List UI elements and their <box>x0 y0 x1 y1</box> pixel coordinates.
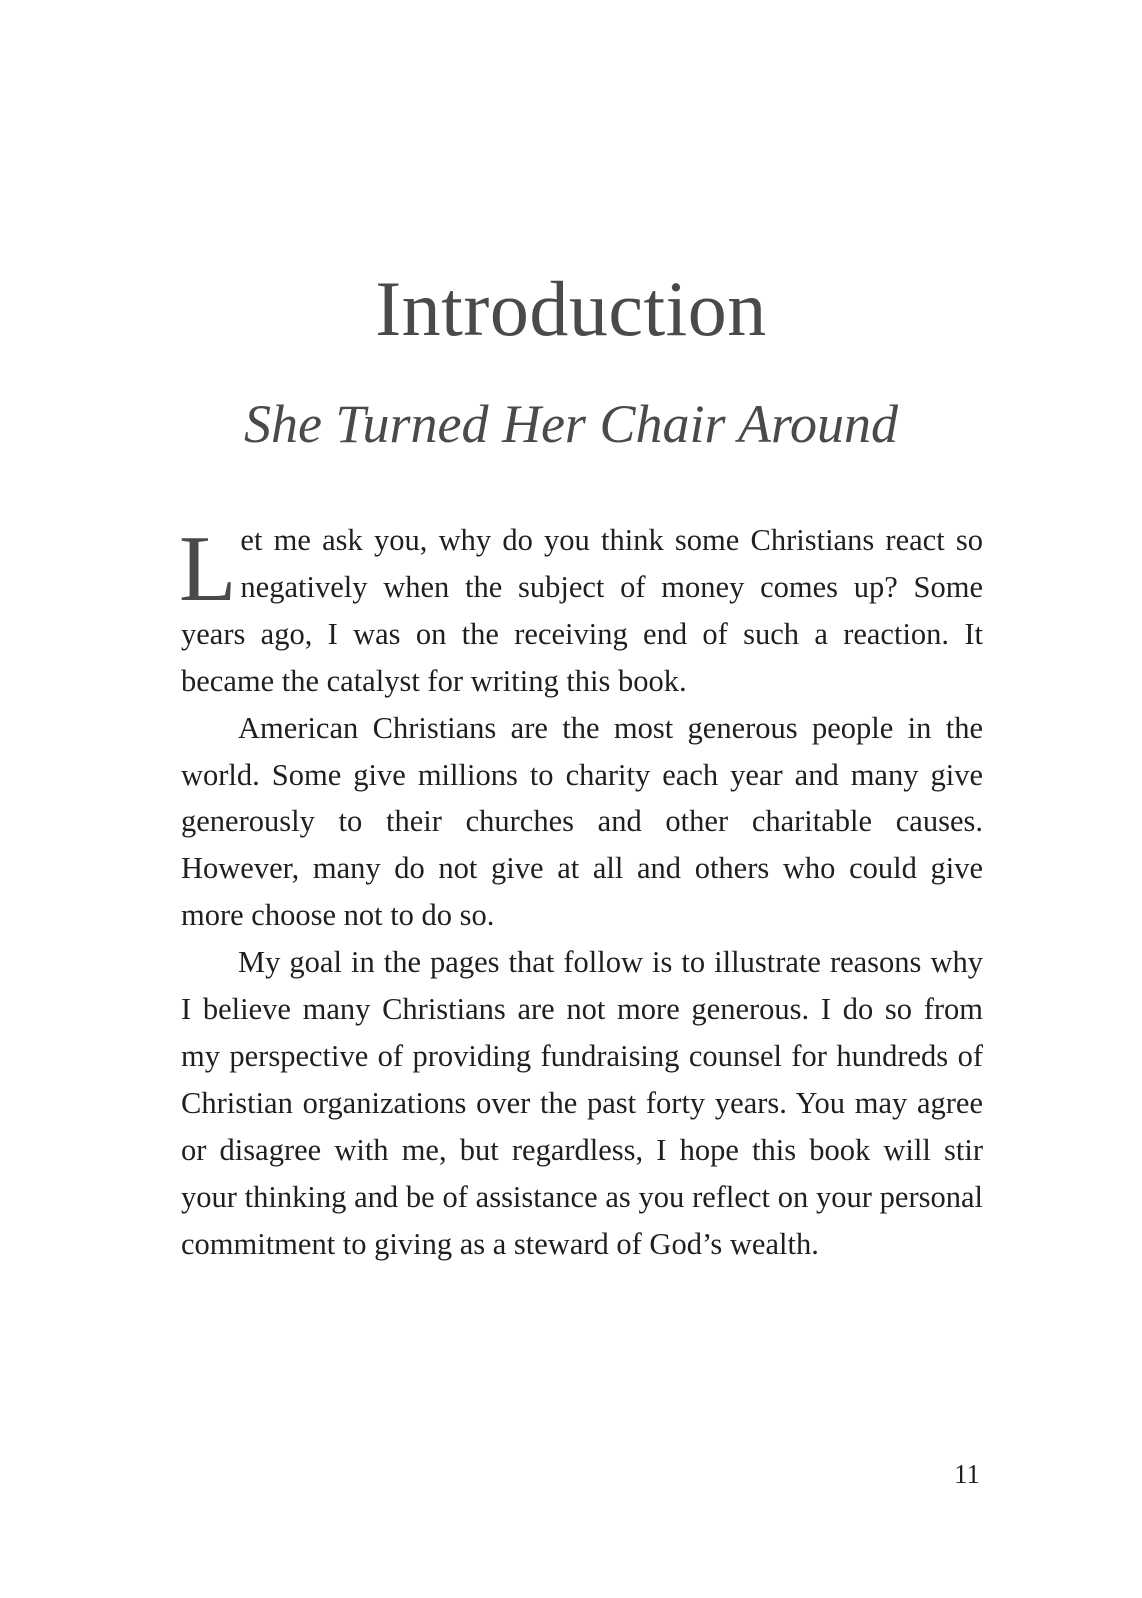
drop-cap: L <box>179 517 237 621</box>
page-number: 11 <box>954 1459 980 1489</box>
paragraph-3: My goal in the pages that follow is to illustrate reasons why I believe many Christians are not more generous. I do so from my perspective of providing fundraising counsel for hundreds of Christian organizations over the past forty years. You may agree or disagree with me, but regardless, I hope this book will stir your thinking and be of assistance as you reflect on your personal commitment to giving as a steward of God’s wealth. <box>181 945 983 1261</box>
chapter-title: Introduction <box>375 265 767 352</box>
body-text <box>181 517 983 1268</box>
paragraph-1-text: et me ask you, why do you think some Christians react so negatively when the subject of money comes up? Some years ago, I was on the receiving end of such a reaction. It became the catalyst for writing this book. <box>181 523 983 698</box>
paragraph-2: American Christians are the most generous people in the world. Some give millions to charity each year and many give generously to their churches and other charitable causes. However, many do not give at all and others who could give more choose not to do so. <box>181 710 983 933</box>
chapter-subtitle: She Turned Her Chair Around <box>243 394 899 454</box>
paragraph-1 <box>181 517 983 705</box>
